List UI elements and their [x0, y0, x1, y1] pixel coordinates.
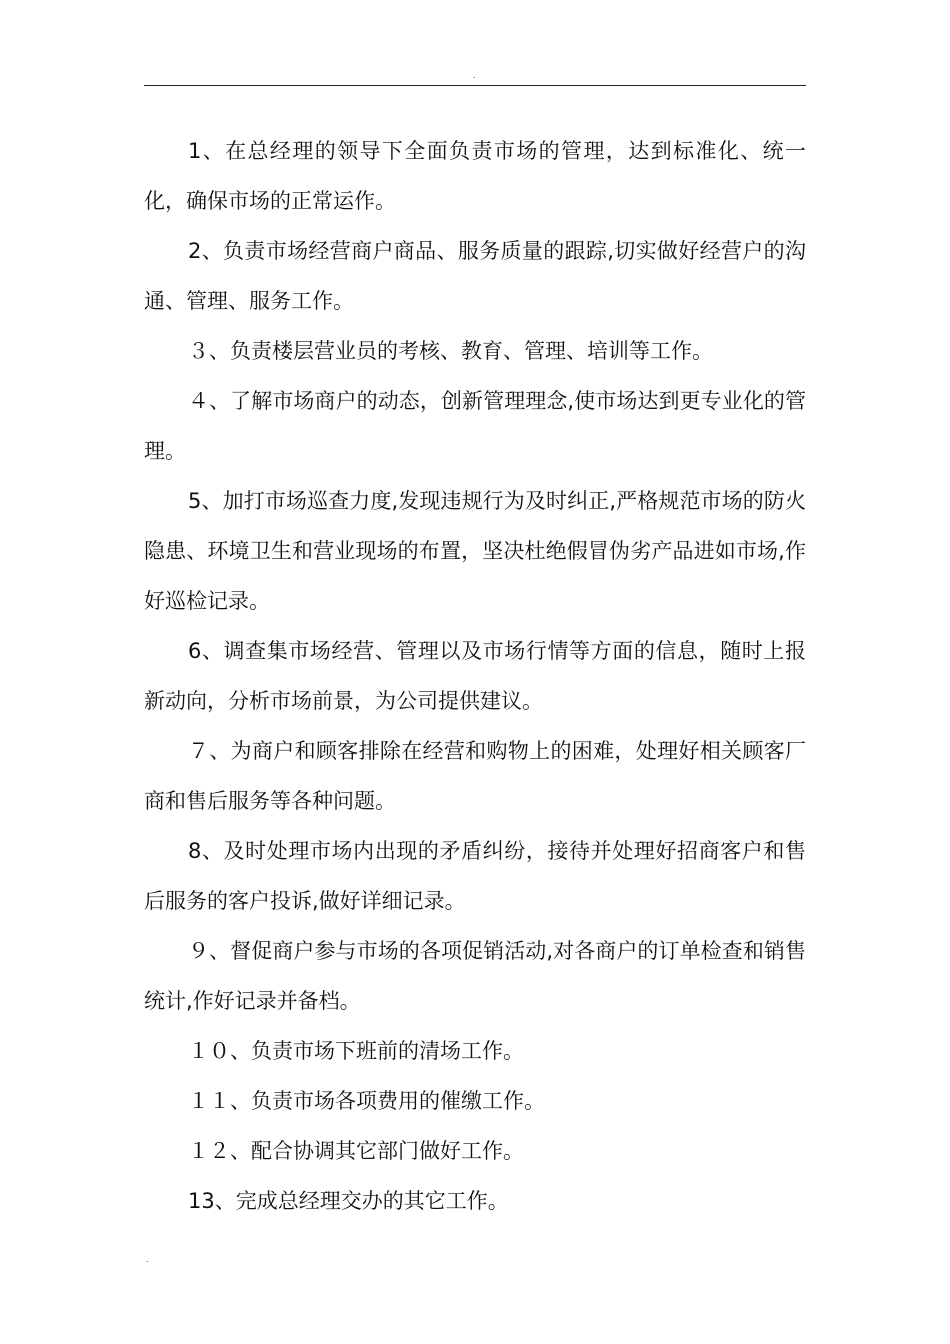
duty-item-6: 6、调查集市场经营、管理以及市场行情等方面的信息，随时上报新动向，分析市场前景，为公司提供建议。: [144, 639, 806, 713]
duty-item-5: 5、加打市场巡查力度,发现违规行为及时纠正,严格规范市场的防火隐患、环境卫生和营业现场的布置，坚决杜绝假冒伪劣产品进如市场,作好巡检记录。: [144, 489, 806, 613]
duty-item-1: 1、在总经理的领导下全面负责市场的管理，达到标准化、统一化，确保市场的正常运作。: [144, 139, 806, 213]
footer-mark: .: [146, 1255, 149, 1264]
duty-item-13: 13、完成总经理交办的其它工作。: [188, 1189, 509, 1213]
duty-item-10: １０、负责市场下班前的清场工作。: [188, 1039, 524, 1063]
header-divider: [144, 85, 806, 86]
duty-item-11: １１、负责市场各项费用的催缴工作。: [188, 1089, 545, 1113]
duty-item-2: 2、负责市场经营商户商品、服务质量的跟踪,切实做好经营户的沟通、管理、服务工作。: [144, 239, 806, 313]
duty-item-12: １２、配合协调其它部门做好工作。: [188, 1139, 524, 1163]
header-mark: .: [473, 71, 476, 80]
duty-item-4: ４、了解市场商户的动态，创新管理理念,使市场达到更专业化的管理。: [144, 389, 806, 463]
duty-item-9: ９、督促商户参与市场的各项促销活动,对各商户的订单检查和销售统计,作好记录并备档。: [144, 939, 806, 1013]
duty-item-8: 8、及时处理市场内出现的矛盾纠纷，接待并处理好招商客户和售后服务的客户投诉,做好详细记录。: [144, 839, 806, 913]
duty-item-7: ７、为商户和顾客排除在经营和购物上的困难，处理好相关顾客厂商和售后服务等各种问题。: [144, 739, 806, 813]
duty-list: [144, 126, 806, 1226]
duty-item-3: ３、负责楼层营业员的考核、教育、管理、培训等工作。: [188, 339, 713, 363]
